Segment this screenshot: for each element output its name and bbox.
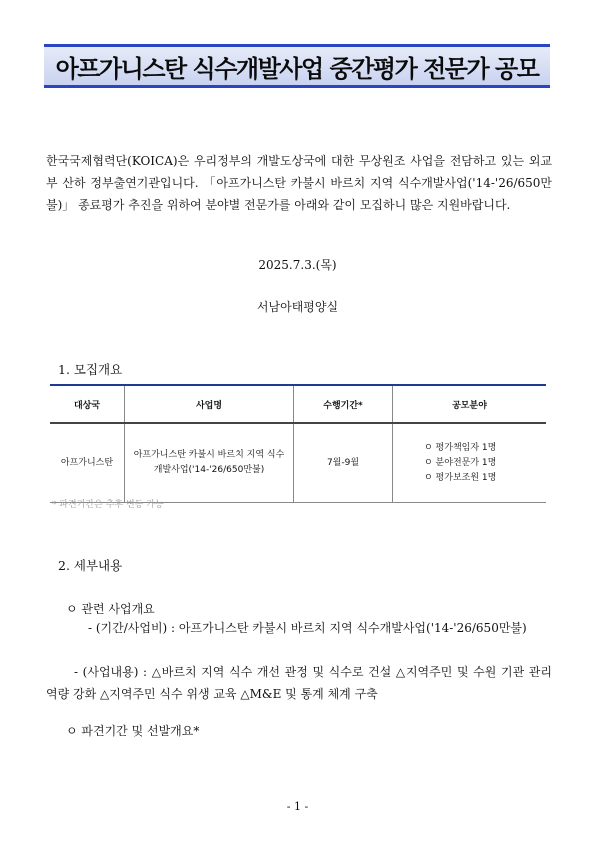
- title-banner: [44, 44, 550, 88]
- column-header-project: 사업명: [125, 385, 294, 423]
- section1-heading: 1. 모집개요: [58, 362, 123, 377]
- intro-paragraph: 한국국제협력단(KOICA)은 우리정부의 개발도상국에 대한 무상원조 사업을 전담하고 있는 외교부 산하 정부출연기관입니다. 「아프가니스탄 카불시 바르치 지역 식수개발사업('14-'26/650만불)」 종료평가 추진을 위하여 분야별 전문가를 아래와 같이 모집하니 많은 지원바랍니다.: [46, 154, 552, 212]
- table-row: [50, 423, 546, 503]
- cell-project: 아프가니스탄 카불시 바르치 지역 식수개발사업('14-'26/650만불): [125, 423, 294, 503]
- recruitment-table: [50, 384, 546, 503]
- detail-period-budget: - (기간/사업비) : 아프가니스탄 카불시 바르치 지역 식수개발사업('14-'26/650만불): [88, 621, 527, 635]
- list-item: ㅇ 평가보조원 1명: [424, 472, 497, 483]
- list-item: ㅇ 평가책임자 1명: [424, 442, 497, 453]
- cell-period: 7월-9월: [294, 423, 393, 503]
- fields-list: [398, 441, 541, 486]
- section2-heading: 2. 세부내용: [58, 558, 123, 573]
- column-header-country: 대상국: [50, 385, 125, 423]
- date: 2025.7.3.(목): [258, 258, 337, 272]
- table-footnote: * 파견기간은 추후 변동 가능: [52, 500, 164, 510]
- bullet-dispatch-period: ㅇ 파견기간 및 선발개요*: [66, 724, 200, 738]
- cell-fields: [393, 423, 547, 503]
- department: 서남아태평양실: [256, 300, 339, 314]
- table-header-row: [50, 385, 546, 423]
- column-header-period: 수행기간*: [294, 385, 393, 423]
- cell-country: 아프가니스탄: [50, 423, 125, 503]
- list-item: ㅇ 분야전문가 1명: [424, 457, 497, 468]
- detail-project-content: - (사업내용) : △바르치 지역 식수 개선 관정 및 식수로 건설 △지역주민 및 수원 기관 관리 역량 강화 △지역주민 식수 위생 교육 △M&E 및 통계 체계 구축: [46, 665, 552, 701]
- page-number: - 1 -: [286, 800, 309, 813]
- page-title: 아프가니스탄 식수개발사업 중간평가 전문가 공모: [55, 54, 539, 83]
- column-header-fields: 공모분야: [393, 385, 547, 423]
- bullet-project-overview: ㅇ 관련 사업개요: [66, 602, 155, 616]
